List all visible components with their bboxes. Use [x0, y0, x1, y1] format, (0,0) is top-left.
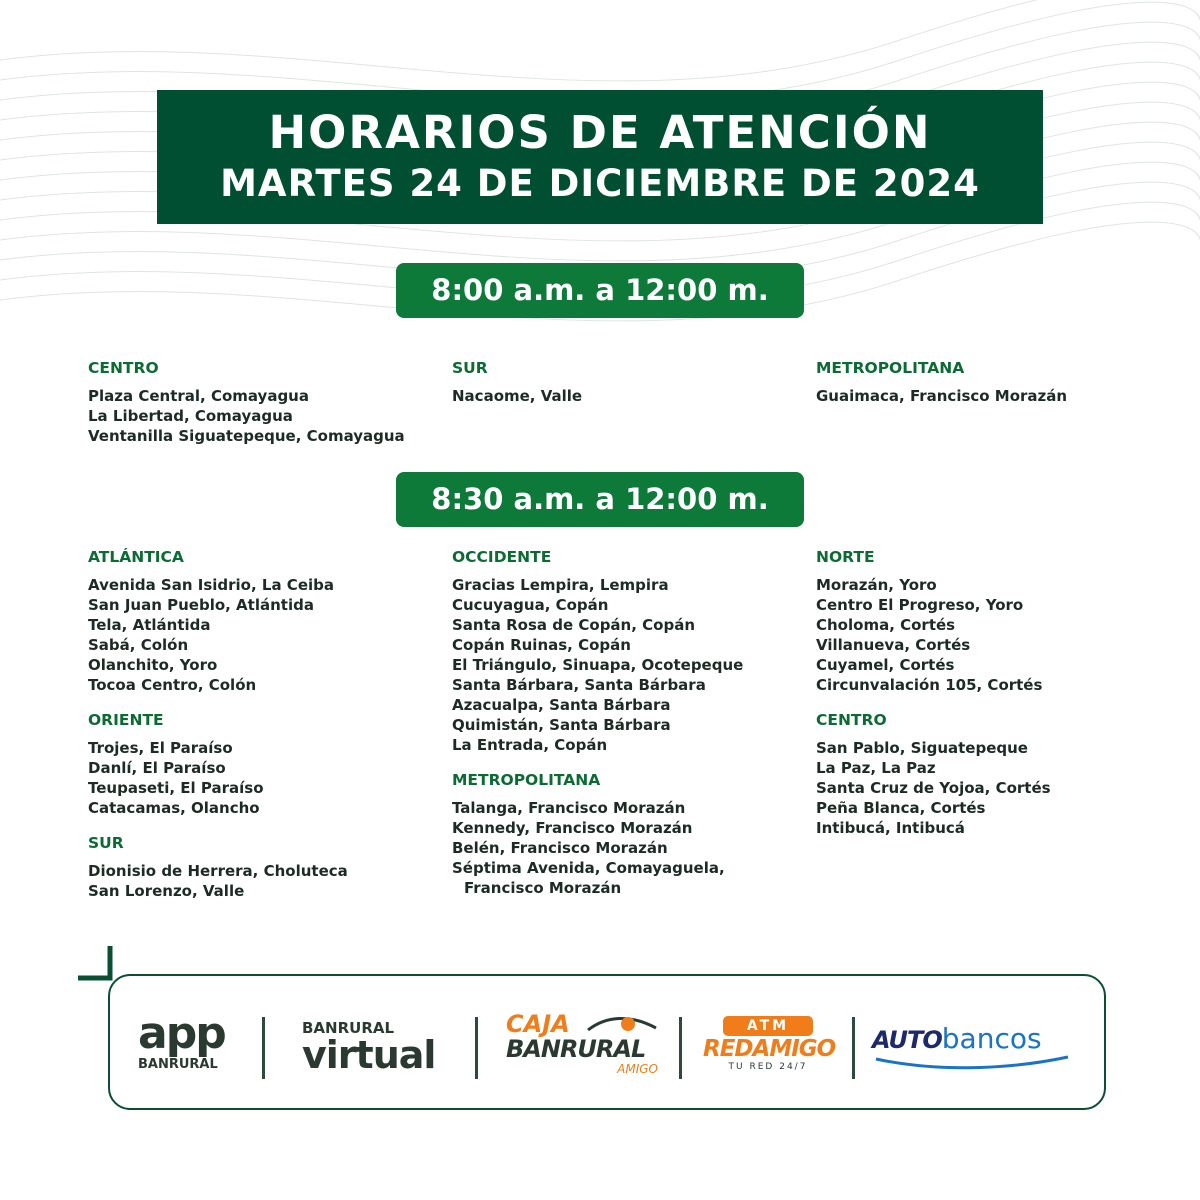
schedule-1-column-2: [452, 359, 582, 422]
location-item: Santa Rosa de Copán, Copán: [452, 616, 696, 634]
schedule-2-column-1: [88, 548, 348, 917]
caja-logo-line3: AMIGO: [617, 1062, 658, 1076]
location-item: La Libertad, Comayagua: [88, 407, 293, 425]
location-item: Teupaseti, El Paraíso: [88, 779, 264, 797]
location-item: Kennedy, Francisco Morazán: [452, 819, 693, 837]
logo-divider: [852, 1017, 855, 1079]
logo-divider: [679, 1017, 682, 1079]
location-item: Trojes, El Paraíso: [88, 739, 233, 757]
location-item: Azacualpa, Santa Bárbara: [452, 696, 671, 714]
schedule-1-column-1: [88, 359, 405, 462]
region-heading: SUR: [88, 834, 124, 852]
app-banrural-logo: [138, 1008, 225, 1072]
region-heading: METROPOLITANA: [816, 359, 965, 377]
location-item: San Lorenzo, Valle: [88, 882, 245, 900]
location-item: Intibucá, Intibucá: [816, 819, 965, 837]
region-heading: METROPOLITANA: [452, 771, 601, 789]
location-item: Centro El Progreso, Yoro: [816, 596, 1024, 614]
region-heading: OCCIDENTE: [452, 548, 552, 566]
title-banner: [157, 90, 1043, 224]
logo-divider: [475, 1017, 478, 1079]
location-item: Plaza Central, Comayagua: [88, 387, 309, 405]
location-item: Tocoa Centro, Colón: [88, 676, 257, 694]
location-item: Cuyamel, Cortés: [816, 656, 955, 674]
atm-redamigo-logo: [703, 1015, 836, 1072]
location-item: Peña Blanca, Cortés: [816, 799, 986, 817]
autobancos-logo: [872, 1022, 1072, 1073]
location-item: Choloma, Cortés: [816, 616, 956, 634]
location-item: Talanga, Francisco Morazán: [452, 799, 686, 817]
location-item: La Entrada, Copán: [452, 736, 608, 754]
banrural-virtual-logo: [302, 1019, 436, 1077]
page-date: MARTES 24 DE DICIEMBRE DE 2024: [220, 162, 980, 205]
location-item: Francisco Morazán: [464, 879, 622, 897]
location-item: Belén, Francisco Morazán: [452, 839, 668, 857]
region-heading: ORIENTE: [88, 711, 164, 729]
location-item: Santa Bárbara, Santa Bárbara: [452, 676, 706, 694]
schedule-1-column-3: [816, 359, 1067, 422]
location-item: Olanchito, Yoro: [88, 656, 218, 674]
page-title: HORARIOS DE ATENCIÓN: [268, 106, 932, 159]
location-item: San Juan Pueblo, Atlántida: [88, 596, 314, 614]
location-item: Danlí, El Paraíso: [88, 759, 226, 777]
logo-divider: [262, 1017, 265, 1079]
region-heading: CENTRO: [88, 359, 159, 377]
atm-logo-main: REDAMIGO: [703, 1036, 836, 1062]
schedule-2-column-2: [452, 548, 743, 914]
location-item: Cucuyagua, Copán: [452, 596, 609, 614]
caja-logo-line1: CAJA: [506, 1010, 570, 1038]
virtual-logo-main: virtual: [302, 1033, 436, 1077]
location-item: Morazán, Yoro: [816, 576, 937, 594]
location-item: El Triángulo, Sinuapa, Ocotepeque: [452, 656, 744, 674]
location-item: Santa Cruz de Yojoa, Cortés: [816, 779, 1051, 797]
location-item: Copán Ruinas, Copán: [452, 636, 631, 654]
region-heading: ATLÁNTICA: [88, 548, 184, 566]
location-item: Nacaome, Valle: [452, 387, 583, 405]
location-item: Quimistán, Santa Bárbara: [452, 716, 671, 734]
sun-wave-icon: [586, 1012, 658, 1034]
schedule-time-badge-1: 8:00 a.m. a 12:00 m.: [396, 263, 804, 318]
virtual-logo-top: BANRURAL: [302, 1019, 395, 1037]
region-heading: SUR: [452, 359, 488, 377]
atm-logo-sub: TU RED 24/7: [728, 1062, 808, 1072]
location-item: Villanueva, Cortés: [816, 636, 971, 654]
autobancos-logo-part2: bancos: [941, 1022, 1042, 1055]
location-item: Circunvalación 105, Cortés: [816, 676, 1043, 694]
location-item: Séptima Avenida, Comayaguela,: [452, 859, 725, 877]
app-logo-sub: BANRURAL: [138, 1057, 218, 1072]
location-item: Dionisio de Herrera, Choluteca: [88, 862, 348, 880]
caja-logo-line2: BANRURAL: [506, 1035, 646, 1063]
atm-badge: ATM: [723, 1016, 813, 1036]
schedule-time-badge-2: 8:30 a.m. a 12:00 m.: [396, 472, 804, 527]
schedule-2-column-3: [816, 548, 1051, 854]
app-logo-main: app: [138, 1008, 225, 1059]
caja-banrural-amigo-logo: [506, 1012, 658, 1076]
location-item: Sabá, Colón: [88, 636, 189, 654]
swoosh-icon: [872, 1055, 1072, 1073]
location-item: Tela, Atlántida: [88, 616, 211, 634]
autobancos-logo-part1: AUTO: [872, 1026, 942, 1054]
location-item: San Pablo, Siguatepeque: [816, 739, 1028, 757]
region-heading: CENTRO: [816, 711, 887, 729]
corner-bracket-decoration: [76, 944, 116, 984]
location-item: La Paz, La Paz: [816, 759, 936, 777]
location-item: Avenida San Isidrio, La Ceiba: [88, 576, 334, 594]
location-item: Gracias Lempira, Lempira: [452, 576, 669, 594]
region-heading: NORTE: [816, 548, 875, 566]
location-item: Guaimaca, Francisco Morazán: [816, 387, 1068, 405]
location-item: Catacamas, Olancho: [88, 799, 260, 817]
location-item: Ventanilla Siguatepeque, Comayagua: [88, 427, 405, 445]
